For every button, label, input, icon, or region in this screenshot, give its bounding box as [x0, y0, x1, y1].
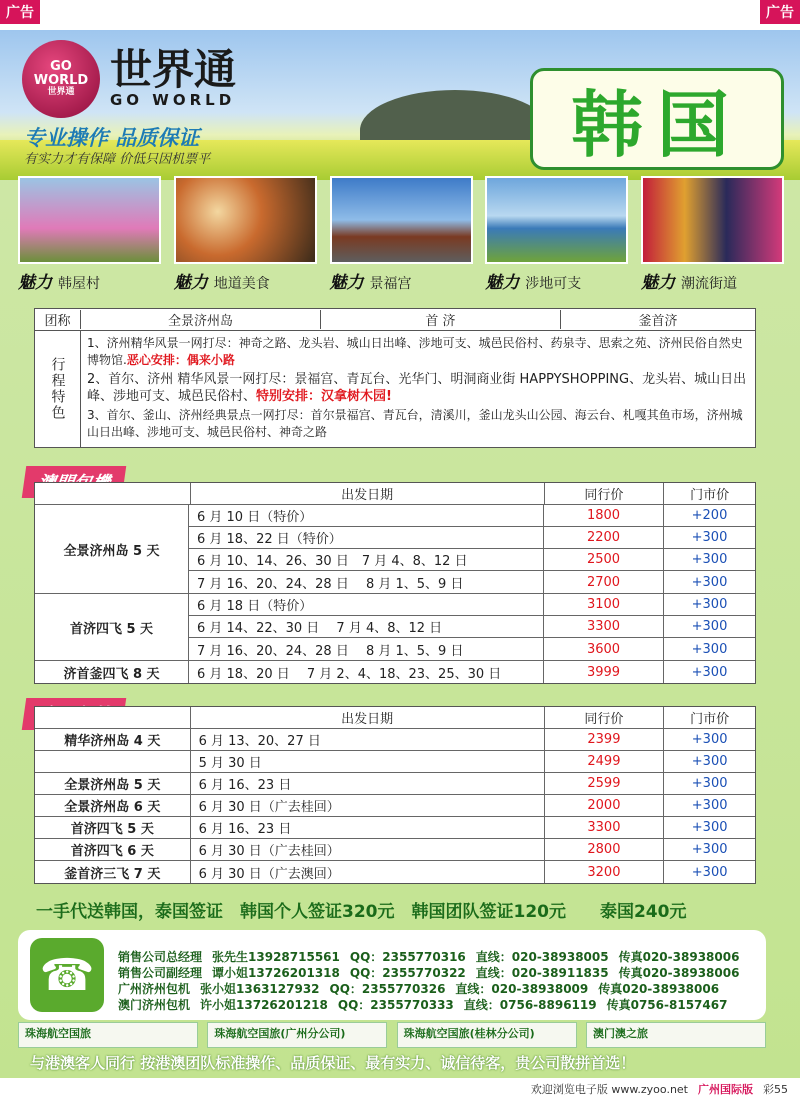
- macau-header-price: 同行价: [544, 483, 664, 504]
- row-door: +300: [663, 594, 755, 615]
- row-price: 3200: [544, 861, 664, 883]
- row-price: 2500: [543, 549, 663, 570]
- row-door: +300: [663, 861, 755, 883]
- route-3: [87, 407, 749, 441]
- row-date: 7 月 16、20、24、28 日 8 月 1、5、9 日: [188, 638, 543, 660]
- contact-name: 许小姐13726201218: [200, 998, 328, 1012]
- photo-caption-place: 潮流街道: [681, 276, 737, 292]
- logo: [22, 40, 236, 118]
- macau-group: [35, 594, 755, 661]
- photo-image: [641, 176, 784, 264]
- route-1: [87, 335, 749, 369]
- macau-row: [188, 594, 755, 616]
- row-price: 2200: [543, 527, 663, 548]
- route-3-text: 3、首尔、釜山、济州经典景点一网打尽：首尔景福宫、青瓦台，清溪川，釜山龙头山公园、海云台、札嘎其鱼市场，济州城山日出峰、涉地可支、城邑民俗村、神奇之路: [87, 408, 743, 439]
- logo-badge-cn: 世界通: [47, 87, 75, 98]
- contact-name: 张小姐1363127932: [200, 982, 320, 996]
- macau-group: [35, 505, 755, 594]
- itinerary-routes: [81, 331, 755, 447]
- logo-badge: [22, 40, 100, 118]
- guangzhou-header-date: 出发日期: [190, 707, 544, 728]
- contact-role: 广州济州包机: [118, 982, 191, 996]
- row-door: +300: [663, 549, 755, 570]
- macau-row: [188, 571, 755, 593]
- photo-caption-place: 地道美食: [213, 276, 270, 292]
- contact-role: 销售公司总经理: [118, 950, 203, 964]
- footer-site: 欢迎浏览电子版 www.zyoo.net: [530, 1083, 688, 1096]
- itinerary-table: [34, 308, 756, 448]
- macau-group-name: 全景济州岛 5 天: [63, 543, 160, 559]
- itinerary-header: [35, 309, 755, 331]
- photo-caption-place: 韩屋村: [58, 276, 100, 292]
- contact-tel: 直线：020-38938009: [455, 982, 589, 996]
- row-door: +300: [663, 795, 755, 816]
- footer-page-number: 彩55: [763, 1083, 788, 1096]
- row-price: 3999: [543, 661, 663, 683]
- logo-badge-top: GO: [50, 58, 72, 74]
- contact-name: 张先生13928715561: [212, 950, 340, 964]
- row-door: +300: [663, 773, 755, 794]
- itinerary-header-cell: 釜首济: [638, 314, 678, 329]
- macau-row: [188, 638, 755, 660]
- route-1-text: 1、济州精华风景一网打尽：神奇之路、龙头岩、城山日出峰、涉地可支、城邑民俗村、药泉寺、思索之苑、济州民俗自然史博物馆.: [87, 336, 743, 367]
- contact-name: 谭小姐13726201318: [212, 966, 340, 980]
- row-name: 首济四飞 6 天: [70, 844, 154, 859]
- agency-strip: [18, 1022, 766, 1048]
- row-name: 全景济州岛 6 天: [64, 800, 161, 815]
- row-date: 6 月 14、22、30 日 7 月 4、8、12 日: [188, 616, 543, 637]
- contact-qq: QQ：2355770322: [349, 966, 466, 980]
- visa-service-line: 一手代送韩国，泰国签证 韩国个人签证320元 韩国团队签证120元 泰国240元: [36, 902, 687, 922]
- itinerary-header-cell: 首 济: [321, 310, 561, 329]
- contact-role: 销售公司副经理: [118, 966, 203, 980]
- guangzhou-table-header: [35, 707, 755, 729]
- logo-badge-mid: WORLD: [33, 73, 89, 89]
- contact-panel: [18, 930, 766, 1020]
- guangzhou-row: [35, 751, 755, 773]
- row-name: 精华济州岛 4 天: [64, 734, 161, 749]
- contact-row: [118, 996, 737, 1013]
- agency-card: 珠海航空国旅(广州分公司): [207, 1022, 387, 1048]
- agency-card: 澳门澳之旅: [586, 1022, 766, 1048]
- photo-caption-label: 魅力: [18, 273, 52, 293]
- contact-qq: QQ：2355770316: [349, 950, 466, 964]
- logo-name-cn: 世界通: [110, 45, 237, 94]
- row-name: 全景济州岛 5 天: [64, 778, 161, 793]
- guangzhou-price-table: [34, 706, 756, 884]
- logo-name-en: GO WORLD: [110, 91, 236, 109]
- row-door: +300: [663, 638, 755, 660]
- slogan-main: 专业操作 品质保证: [24, 126, 200, 150]
- macau-row: [188, 527, 755, 549]
- photo-image: [174, 176, 317, 264]
- guangzhou-row: [35, 773, 755, 795]
- macau-row: [188, 505, 755, 527]
- row-date: 6 月 18、22 日（特价）: [188, 527, 543, 548]
- row-door: +300: [663, 729, 755, 750]
- macau-price-table: [34, 482, 756, 684]
- contact-role: 澳门济州包机: [118, 998, 191, 1012]
- guangzhou-row: [35, 839, 755, 861]
- macau-group: [35, 661, 755, 683]
- itinerary-label: 行程特色: [35, 331, 81, 447]
- ad-label-right: 广告: [760, 0, 800, 24]
- guangzhou-row: [35, 729, 755, 751]
- row-date: 6 月 10 日（特价）: [188, 505, 543, 526]
- row-date: 6 月 30 日（广去桂回）: [190, 839, 544, 860]
- contact-row: [118, 948, 749, 965]
- macau-header-door: 门市价: [663, 483, 755, 504]
- row-door: +300: [663, 661, 755, 683]
- row-price: 1800: [543, 505, 663, 526]
- contact-fax: 传真0756-8157467: [606, 998, 728, 1012]
- macau-row: [188, 661, 755, 683]
- row-date: 6 月 18、20 日 7 月 2、4、18、23、25、30 日: [188, 661, 543, 683]
- photo-hanok-village: [18, 176, 161, 296]
- row-date: 6 月 18 日（特价）: [188, 594, 543, 615]
- row-date: 6 月 16、23 日: [190, 773, 544, 794]
- row-name: 首济四飞 5 天: [70, 822, 154, 837]
- contact-qq: QQ：2355770333: [337, 998, 454, 1012]
- photo-food: [174, 176, 317, 296]
- row-date: 6 月 16、23 日: [190, 817, 544, 838]
- macau-group-name: 首济四飞 5 天: [69, 621, 154, 637]
- route-1-highlight: 恶心安排：偶来小路: [126, 353, 235, 367]
- photo-image: [485, 176, 628, 264]
- guangzhou-row: [35, 795, 755, 817]
- row-door: +200: [663, 505, 755, 526]
- agency-card: 珠海航空国旅(桂林分公司): [397, 1022, 577, 1048]
- contact-tel: 直线：0756-8896119: [463, 998, 597, 1012]
- photo-image: [18, 176, 161, 264]
- guangzhou-row: [35, 861, 755, 883]
- row-price: 3300: [543, 616, 663, 637]
- page-footer: [0, 1078, 800, 1100]
- guangzhou-row: [35, 817, 755, 839]
- photo-caption-label: 魅力: [173, 273, 208, 293]
- contact-fax: 传真020-38938006: [598, 982, 720, 996]
- row-price: 2499: [544, 751, 664, 772]
- row-date: 6 月 30 日（广去澳回）: [190, 861, 544, 883]
- row-name: 釜首济三飞 7 天: [64, 866, 161, 882]
- route-2: [87, 371, 749, 405]
- photo-caption-label: 魅力: [485, 273, 520, 293]
- contact-qq: QQ：2355770326: [329, 982, 446, 996]
- row-door: +300: [663, 751, 755, 772]
- photo-strip: [18, 176, 784, 296]
- row-date: 6 月 13、20、27 日: [190, 729, 544, 750]
- macau-table-header: [35, 483, 755, 505]
- row-price: 3600: [543, 638, 663, 660]
- row-date: 6 月 30 日（广去桂回）: [190, 795, 544, 816]
- contact-fax: 传真020-38938006: [618, 966, 740, 980]
- macau-row: [188, 616, 755, 638]
- photo-caption-label: 魅力: [329, 273, 364, 293]
- contact-row: [118, 980, 729, 997]
- row-price: 2399: [544, 729, 664, 750]
- contact-fax: 传真020-38938006: [618, 950, 740, 964]
- contact-tel: 直线：020-38911835: [475, 966, 609, 980]
- row-price: 2700: [543, 571, 663, 593]
- ad-label-left: 广告: [0, 0, 40, 24]
- contact-row: [118, 964, 749, 981]
- phone-icon: ☎: [30, 938, 104, 1012]
- guangzhou-header-door: 门市价: [663, 707, 755, 728]
- itinerary-header-cell: 团称: [35, 310, 81, 329]
- row-date: 7 月 16、20、24、28 日 8 月 1、5、9 日: [188, 571, 543, 593]
- photo-seopjikoji: [485, 176, 628, 296]
- row-door: +300: [663, 527, 755, 548]
- macau-header-date: 出发日期: [190, 483, 544, 504]
- row-door: +300: [663, 571, 755, 593]
- photo-caption-place: 涉地可支: [525, 276, 582, 292]
- photo-street: [641, 176, 784, 296]
- row-door: +300: [663, 839, 755, 860]
- footer-slogan: 与港澳客人同行 按港澳团队标准操作、品质保证、最有实力、诚信待客，贵公司散拼首选！: [30, 1054, 636, 1072]
- agency-card: 珠海航空国旅: [18, 1022, 198, 1048]
- row-date: 6 月 10、14、26、30 日 7 月 4、8、12 日: [188, 549, 543, 570]
- itinerary-header-cell: 全景济州岛: [81, 310, 321, 329]
- guangzhou-header-price: 同行价: [544, 707, 664, 728]
- slogan-sub: 有实力才有保障 价低只因机票平: [24, 152, 211, 167]
- row-door: +300: [663, 616, 755, 637]
- row-date: 5 月 30 日: [190, 751, 544, 772]
- row-price: 2000: [544, 795, 664, 816]
- country-title: 韩国: [530, 68, 784, 170]
- macau-row: [188, 549, 755, 571]
- route-2-highlight: 特别安排：汉拿树木园!: [256, 389, 392, 404]
- contact-tel: 直线：020-38938005: [475, 950, 609, 964]
- photo-gyeongbokgung: [330, 176, 473, 296]
- photo-caption-place: 景福宫: [369, 276, 412, 292]
- footer-edition: 广州国际版: [698, 1083, 753, 1096]
- route-2-text: 2、首尔、济州 精华风景一网打尽：景福宫、青瓦台、光华门、明洞商业街 HAPPYSHOPPING、龙头岩、城山日出峰、涉地可支、城邑民俗村、: [87, 372, 747, 404]
- photo-image: [330, 176, 473, 264]
- row-price: 2599: [544, 773, 664, 794]
- macau-group-name: 济首釜四飞 8 天: [63, 666, 160, 682]
- row-price: 3100: [543, 594, 663, 615]
- photo-caption-label: 魅力: [641, 273, 675, 293]
- row-door: +300: [663, 817, 755, 838]
- row-price: 3300: [544, 817, 664, 838]
- row-price: 2800: [544, 839, 664, 860]
